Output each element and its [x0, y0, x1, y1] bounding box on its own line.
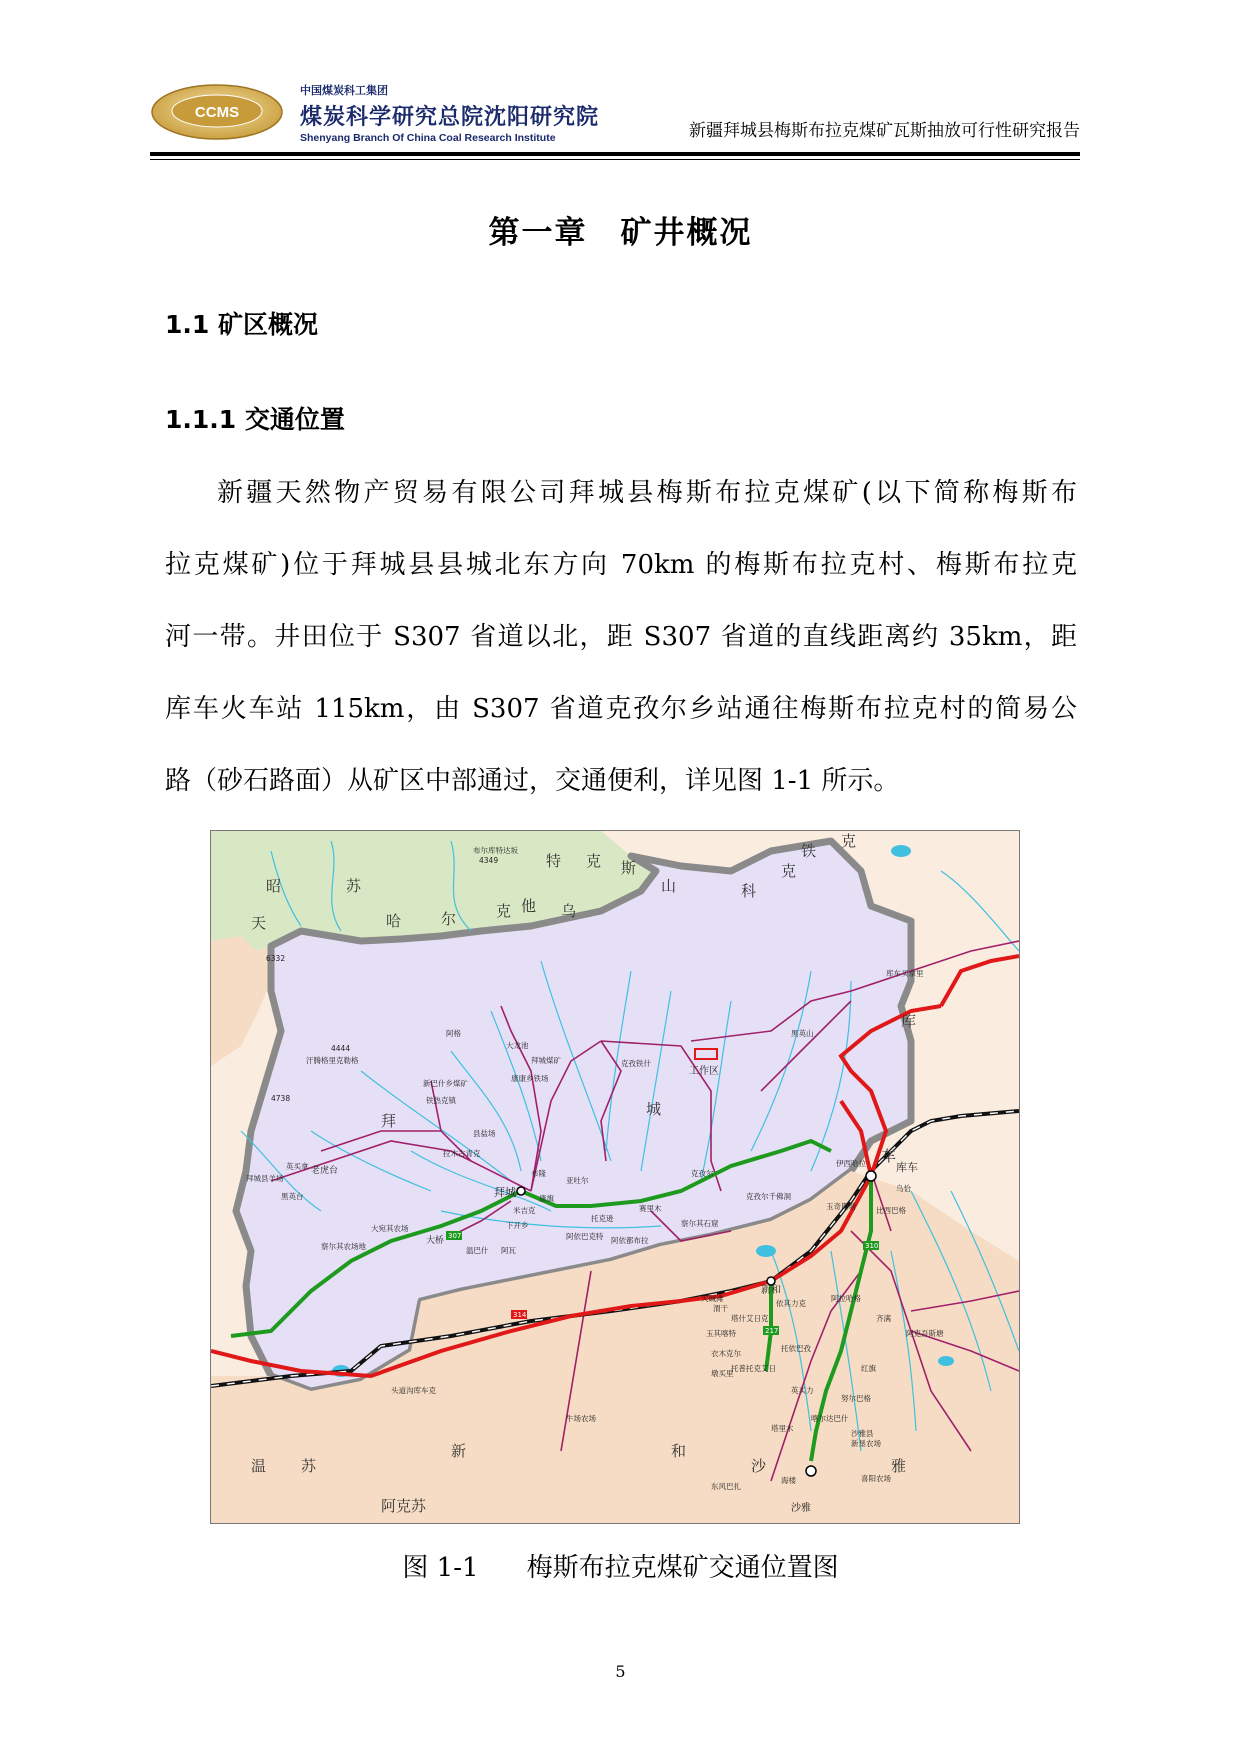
- map-place: 墩买里: [711, 1369, 734, 1378]
- map-place: 新巴什乡煤矿: [423, 1079, 468, 1088]
- map-lake: [756, 1245, 776, 1257]
- map-place: 赛里木: [639, 1204, 662, 1213]
- map-place: 察尔其农场地: [321, 1242, 366, 1251]
- map-place: 克孜尔千佛洞: [746, 1192, 791, 1201]
- map-place: 大桥: [426, 1236, 445, 1246]
- map-shield-310: 310: [865, 1242, 879, 1250]
- map-place: 拜城煤矿: [531, 1056, 561, 1065]
- map-place: 下开乡: [506, 1221, 529, 1230]
- map-label: 雅: [891, 1457, 907, 1475]
- map-place: 塔什艾日克: [731, 1314, 769, 1323]
- map-label: 天: [251, 914, 267, 932]
- map-label: 铁: [801, 842, 817, 860]
- subsection-title: 1.1.1 交通位置: [165, 405, 345, 434]
- map-label: 克: [496, 902, 512, 920]
- map-place: 英买力: [791, 1386, 814, 1395]
- map-place: 喀尔达巴什: [811, 1414, 849, 1423]
- org-name: 煤炭科学研究总院沈阳研究院: [300, 105, 600, 130]
- map-place: 喜阳农场: [861, 1474, 891, 1483]
- map-place: 黑英台: [281, 1192, 304, 1201]
- map-place: 阿拉哈格: [831, 1294, 861, 1303]
- map-label: 斯: [621, 859, 637, 877]
- map-place: 沙雅县: [851, 1429, 874, 1438]
- map-place: 克孜尔: [691, 1169, 714, 1178]
- map-label: 乌: [561, 902, 577, 920]
- map-place: 阿格: [446, 1029, 461, 1038]
- map-label: 新: [451, 1442, 467, 1460]
- map-label: 拜: [381, 1112, 397, 1130]
- map-label: 他: [521, 897, 537, 915]
- paragraph-line: 路（砂石路面）从矿区中部通过，交通便利，详见图 1-1 所示。: [165, 766, 900, 796]
- map-city-shaya: [806, 1466, 816, 1476]
- map-place: 拉木古青克: [443, 1149, 481, 1158]
- map-place: 红旗: [861, 1364, 876, 1373]
- map-label: 苏: [346, 877, 362, 895]
- map-label: 克: [586, 852, 602, 870]
- map-place: 布尔库特达坂: [473, 846, 518, 855]
- figure-caption-title: 梅斯布拉克煤矿交通位置图: [526, 1553, 839, 1583]
- map-place: 米吉克: [513, 1206, 536, 1215]
- map-place: 大碱滩: [701, 1294, 724, 1303]
- map-place: 玉奇斯塘: [826, 1202, 856, 1211]
- map-label: 温: [251, 1457, 267, 1475]
- map-shield-307: 307: [448, 1232, 462, 1240]
- map-label: 山: [661, 877, 677, 895]
- map-place: 拜城县羊场: [246, 1174, 284, 1183]
- report-title: 新疆拜城县梅斯布拉克煤矿瓦斯抽放可行性研究报告: [689, 121, 1080, 141]
- map-place: 6332: [266, 954, 286, 963]
- map-place-kuqa: 库车: [896, 1161, 918, 1174]
- map-place: 大宛其农场: [371, 1224, 409, 1233]
- map-place: 托普托克艾日: [731, 1364, 776, 1373]
- chapter-title: 第一章 矿井概况: [488, 215, 753, 251]
- map-place: 头道沟库车克: [391, 1386, 436, 1395]
- figure-caption-number: 图 1-1: [402, 1553, 479, 1583]
- map-label: 特: [546, 852, 562, 870]
- ccms-logo-icon: [150, 82, 285, 142]
- map-label: 车: [881, 1147, 897, 1165]
- map-place: 阿瓦: [501, 1246, 516, 1255]
- map-place: 东风巴扎: [711, 1482, 741, 1491]
- map-label: 克: [841, 832, 857, 850]
- map-place: 县盐场: [473, 1129, 496, 1138]
- map-place: 依其力克: [776, 1299, 806, 1308]
- map-place: 4738: [271, 1094, 291, 1103]
- map-label: 昭: [266, 877, 282, 895]
- map-place: 4349: [479, 856, 499, 865]
- map-place: 铁热克镇: [426, 1096, 456, 1105]
- svg-text:CCMS: CCMS: [194, 104, 240, 121]
- figure-caption: [0, 1547, 1241, 1584]
- paragraph-line: 新疆天然物产贸易有限公司拜城县梅斯布拉克煤矿(以下简称梅斯布: [217, 478, 1077, 508]
- map-place-work-area: 工作区: [689, 1066, 719, 1077]
- org-group: 中国煤炭科工集团: [300, 84, 388, 97]
- map-place: 老虎台: [311, 1166, 339, 1176]
- map-place: 伊西哈拉: [836, 1159, 866, 1168]
- map-place: 玉其喀特: [706, 1329, 736, 1338]
- paragraph-line: 河一带。井田位于 S307 省道以北，距 S307 省道的直线距离约 35km，距: [165, 622, 1077, 652]
- map-label: 和: [671, 1442, 687, 1460]
- map-place: 大龙池: [506, 1041, 529, 1050]
- body-paragraph: [165, 470, 1077, 830]
- map-label: 库: [901, 1012, 917, 1030]
- map-place: 黑英山: [791, 1029, 814, 1038]
- map-canvas: [211, 831, 1019, 1523]
- map-lake: [938, 1356, 954, 1366]
- map-place: 阿依巴克特: [566, 1232, 604, 1241]
- map-place: 海楼: [781, 1476, 796, 1485]
- header-rule-thin: [150, 159, 1080, 160]
- map-place: 托克逊: [591, 1214, 614, 1223]
- map-place: 汗腾格里克勒格: [306, 1056, 359, 1065]
- map-place-xinhe: 新和: [761, 1285, 781, 1296]
- map-place: 康旗: [539, 1194, 554, 1203]
- map-place: 牛场农场: [566, 1414, 596, 1423]
- map-place: 乌恰: [896, 1184, 911, 1193]
- section-title: 1.1 矿区概况: [165, 310, 318, 339]
- map-place: 布隆: [531, 1169, 546, 1178]
- map-place: 比西巴格: [876, 1206, 906, 1215]
- page-header: [150, 70, 1080, 160]
- map-place: 衣木克尔: [711, 1349, 741, 1358]
- map-place: 克孜铁什: [621, 1059, 651, 1068]
- map-place: 阿克吾斯塘: [906, 1329, 944, 1338]
- paragraph-line: 拉克煤矿)位于拜城县县城北东方向 70km 的梅斯布拉克村、梅斯布拉克: [165, 550, 1077, 580]
- map-place: 库车买拿里: [886, 969, 924, 978]
- map-place: 齐满: [876, 1314, 891, 1323]
- location-map: [210, 830, 1020, 1524]
- map-label: 苏: [301, 1457, 317, 1475]
- map-place: 察尔其石窟: [681, 1219, 719, 1228]
- map-shield-314: 314: [513, 1311, 527, 1319]
- map-shield-217: 217: [765, 1327, 779, 1335]
- map-place: 塔里木: [771, 1424, 794, 1433]
- map-place: 努尔巴格: [841, 1394, 871, 1403]
- header-rule-thick: [150, 152, 1080, 156]
- org-block: [300, 82, 599, 144]
- map-label: 尔: [441, 910, 457, 928]
- map-lake: [891, 845, 911, 857]
- map-place: 4444: [331, 1044, 351, 1053]
- map-place: 康康乡铁场: [511, 1074, 549, 1083]
- map-place: 新垦农场: [851, 1439, 881, 1448]
- map-place: 亚吐尔: [566, 1176, 589, 1185]
- map-place: 英买拿: [286, 1162, 309, 1171]
- page-number: 5: [615, 1662, 626, 1681]
- map-label: 阿克苏: [381, 1497, 427, 1515]
- map-label: 哈: [386, 912, 402, 930]
- org-english: Shenyang Branch Of China Coal Research Institute: [300, 132, 556, 144]
- map-place: 渭干: [713, 1304, 728, 1313]
- paragraph-line: 库车火车站 115km，由 S307 省道克孜尔乡站通往梅斯布拉克村的简易公: [165, 694, 1077, 724]
- map-label: 科: [741, 882, 757, 900]
- map-label: 城: [646, 1100, 662, 1118]
- map-label: 沙: [751, 1457, 767, 1475]
- map-place: 温巴什: [466, 1246, 489, 1255]
- map-label: 克: [781, 862, 797, 880]
- map-place-shaya: 沙雅: [791, 1503, 811, 1514]
- map-city-kuqa: [866, 1171, 876, 1181]
- map-place-baicheng: 拜城: [494, 1186, 516, 1199]
- map-city-xinhe: [767, 1277, 775, 1285]
- map-place: 阿依都布拉: [611, 1236, 649, 1245]
- map-place: 托依巴孜: [781, 1344, 811, 1353]
- map-city-baicheng: [517, 1187, 525, 1195]
